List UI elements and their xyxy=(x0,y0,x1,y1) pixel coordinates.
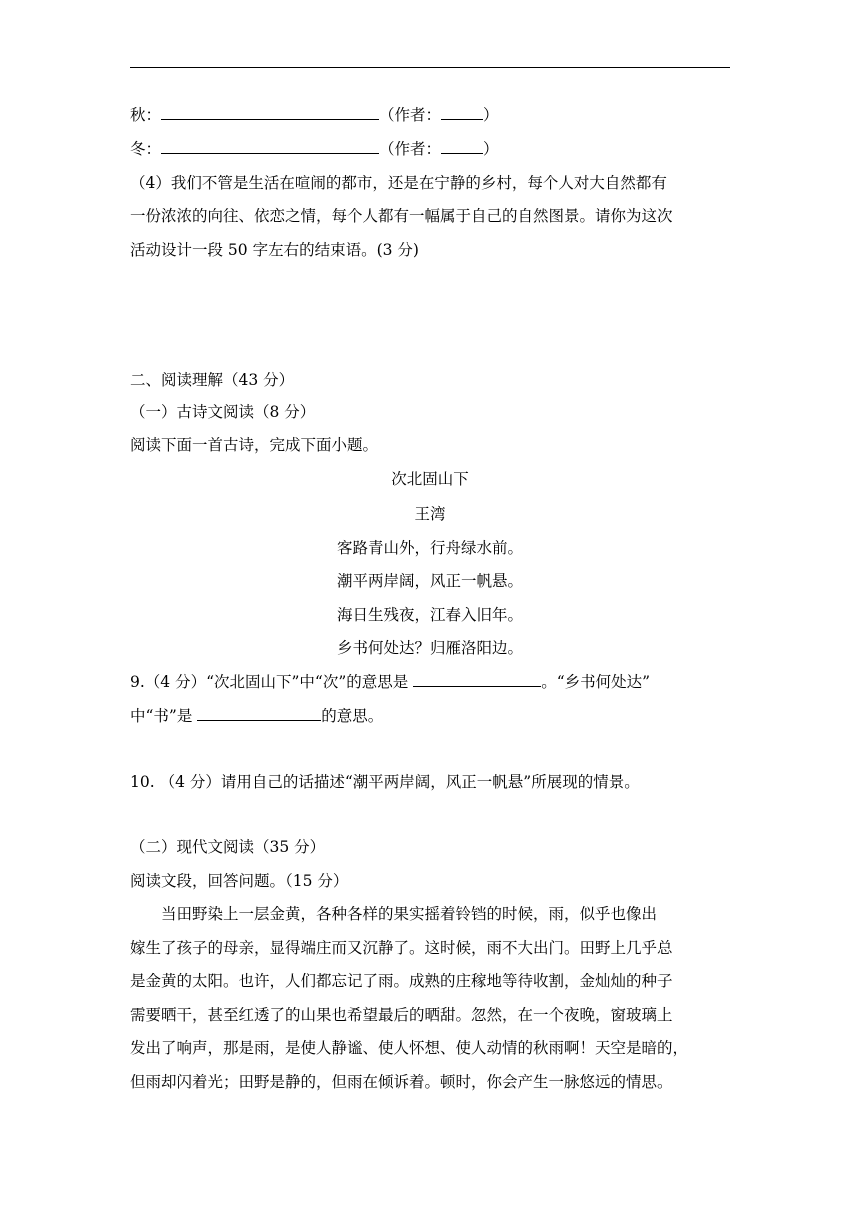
q9-text-part2: 。“乡书何处达” xyxy=(541,673,651,691)
q9-line-1 xyxy=(130,671,650,693)
modern-reading-subheading: （二）现代文阅读（35 分） xyxy=(130,838,326,856)
passage-line-1: 当田野染上一层金黄，各种各样的果实摇着铃铛的时候，雨，似乎也像出 xyxy=(161,905,658,923)
winter-blank[interactable] xyxy=(161,139,379,154)
poem-line-4: 乡书何处达？归雁洛阳边。 xyxy=(336,639,523,657)
winter-author-label: （作者： xyxy=(379,140,442,158)
winter-author-blank[interactable] xyxy=(441,139,483,154)
q9-text-part3: 中“书”是 xyxy=(130,707,198,725)
q9-blank-2[interactable] xyxy=(197,706,321,721)
q9-text-part4: 的意思。 xyxy=(321,707,384,725)
passage-line-4: 需要晒干，甚至红透了的山果也希望最后的晒甜。忽然，在一个夜晚，窗玻璃上 xyxy=(130,1006,673,1024)
poem-line-1: 客路青山外，行舟绿水前。 xyxy=(336,539,523,557)
q9-text-part1: 9.（4 分）“次北固山下”中“次”的意思是 xyxy=(130,673,414,691)
passage-line-3: 是金黄的太阳。也许，人们都忘记了雨。成熟的庄稼地等待收割，金灿灿的种子 xyxy=(130,972,673,990)
header-rule xyxy=(130,67,730,68)
autumn-answer-line xyxy=(130,104,499,126)
poem-line-3: 海日生残夜，江春入旧年。 xyxy=(336,606,523,624)
q10-text: 10. （4 分）请用自己的话描述“潮平两岸阔，风正一帆悬”所展现的情景。 xyxy=(130,773,640,791)
section2-heading: 二、阅读理解（43 分） xyxy=(130,371,295,389)
autumn-label: 秋： xyxy=(130,106,162,124)
winter-label: 冬： xyxy=(130,140,162,158)
q4-line-2: 一份浓浓的向往、依恋之情，每个人都有一幅属于自己的自然图景。请你为这次 xyxy=(130,207,673,225)
passage-line-2: 嫁生了孩子的母亲，显得端庄而又沉静了。这时候，雨不大出门。田野上几乎总 xyxy=(130,939,673,957)
winter-close-paren: ） xyxy=(483,140,499,158)
q9-line-2 xyxy=(130,705,383,727)
q4-line-3: 活动设计一段 50 字左右的结束语。(3 分) xyxy=(130,241,419,259)
q9-blank-1[interactable] xyxy=(413,672,541,687)
autumn-close-paren: ） xyxy=(483,106,499,124)
autumn-blank[interactable] xyxy=(161,105,379,120)
autumn-author-label: （作者： xyxy=(379,106,442,124)
poem-line-2: 潮平两岸阔，风正一帆悬。 xyxy=(336,572,523,590)
poem-instruction: 阅读下面一首古诗，完成下面小题。 xyxy=(130,436,379,454)
poem-title: 次北固山下 xyxy=(391,470,469,488)
autumn-author-blank[interactable] xyxy=(441,105,483,120)
winter-answer-line xyxy=(130,138,499,160)
poem-author: 王湾 xyxy=(414,505,446,523)
passage-line-5: 发出了响声，那是雨，是使人静谧、使人怀想、使人动情的秋雨啊！天空是暗的， xyxy=(130,1039,689,1057)
ancient-poetry-subheading: （一）古诗文阅读（8 分） xyxy=(130,403,316,421)
passage-instruction: 阅读文段，回答问题。（15 分） xyxy=(130,872,349,890)
passage-line-6: 但雨却闪着光；田野是静的，但雨在倾诉着。顿时，你会产生一脉悠远的情思。 xyxy=(130,1073,673,1091)
q4-line-1: （4）我们不管是生活在喧闹的都市，还是在宁静的乡村，每个人对大自然都有 xyxy=(130,174,667,192)
